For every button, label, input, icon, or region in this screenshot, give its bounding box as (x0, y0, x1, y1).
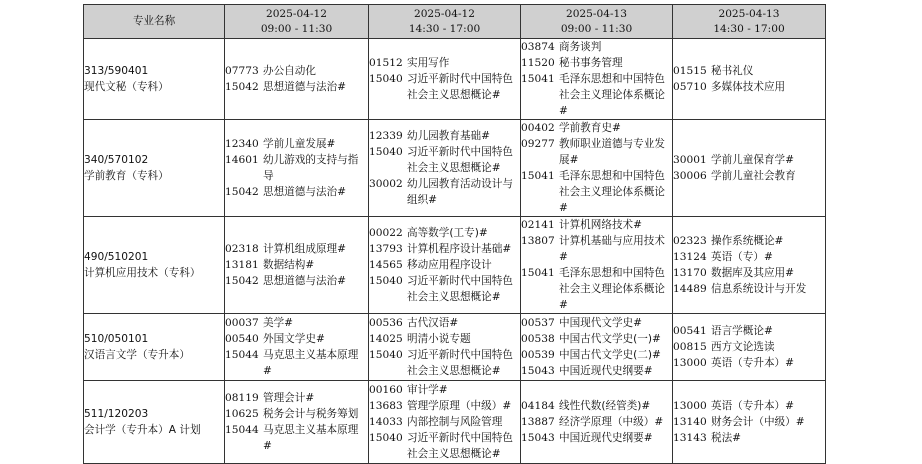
course-code: 10625 (225, 408, 259, 420)
course-list (225, 315, 368, 379)
course-name: 高等数学(工专)# (407, 227, 488, 239)
course-code: 00815 (673, 341, 707, 353)
course-name: 英语（专）# (711, 251, 773, 263)
course-item (225, 273, 368, 289)
session-cell (673, 217, 826, 314)
major-code: 490/510201 (84, 251, 149, 263)
course-name: 数据结构# (263, 259, 315, 271)
course-item (521, 217, 672, 233)
course-name: 教师职业道德与专业发展# (559, 138, 665, 166)
course-item (369, 273, 520, 305)
course-code: 15044 (225, 424, 259, 436)
course-code: 04184 (521, 400, 555, 412)
course-name: 学前儿童社会教育 (711, 170, 796, 182)
header-session-1 (225, 5, 369, 39)
course-item (521, 363, 672, 379)
header-session-3 (521, 5, 673, 39)
course-name: 商务谈判 (559, 41, 602, 53)
course-list (521, 217, 672, 313)
course-code: 13000 (673, 400, 707, 412)
course-item (673, 323, 825, 339)
table-row (84, 217, 826, 314)
course-code: 15042 (225, 275, 259, 287)
course-name: 办公自动化 (263, 65, 316, 77)
course-name: 西方文论选读 (711, 341, 775, 353)
course-code: 15042 (225, 81, 259, 93)
course-item (521, 265, 672, 313)
course-code: 15040 (369, 432, 403, 444)
course-item (673, 265, 825, 281)
course-code: 15044 (225, 349, 259, 361)
course-item (225, 136, 368, 152)
course-name: 审计学# (407, 384, 448, 396)
course-name: 英语（专升本）# (711, 400, 795, 412)
course-name: 内部控制与风险管理 (407, 416, 503, 428)
course-name: 多媒体技术应用 (711, 81, 786, 93)
course-code: 11520 (521, 57, 555, 69)
course-code: 30006 (673, 170, 707, 182)
course-name: 美学# (263, 317, 294, 329)
course-code: 15040 (369, 349, 403, 361)
course-code: 15043 (521, 432, 555, 444)
course-code: 13000 (673, 357, 707, 369)
major-code: 340/570102 (84, 154, 149, 166)
course-list (225, 390, 368, 454)
course-item (225, 79, 368, 95)
session-date: 2025-04-13 (565, 7, 628, 20)
course-list (369, 55, 520, 103)
session-cell (225, 39, 369, 120)
course-list (369, 128, 520, 208)
session-cell (225, 217, 369, 314)
course-item (521, 430, 672, 446)
course-item (521, 71, 672, 119)
course-item (521, 55, 672, 71)
course-name: 英语（专升本）# (711, 357, 795, 369)
course-code: 09277 (521, 138, 555, 150)
course-item (225, 241, 368, 257)
course-name: 实用写作 (407, 57, 450, 69)
course-item (521, 331, 672, 347)
course-code: 08119 (225, 392, 259, 404)
course-name: 中国古代文学史(二)# (559, 349, 661, 361)
header-row (84, 5, 826, 39)
course-item (673, 430, 825, 446)
course-code: 15040 (369, 73, 403, 85)
course-item (673, 355, 825, 371)
course-list (225, 63, 368, 95)
course-list (521, 120, 672, 216)
course-name: 秘书礼仪 (711, 65, 754, 77)
table-row (84, 381, 826, 464)
session-date: 2025-04-13 (718, 7, 780, 20)
major-cell (84, 314, 225, 381)
course-list (369, 315, 520, 379)
course-code: 00541 (673, 325, 707, 337)
major-code: 511/120203 (84, 408, 149, 420)
course-item (673, 63, 825, 79)
course-item (225, 184, 368, 200)
course-name: 计算机程序设计基础# (407, 243, 512, 255)
course-code: 15040 (369, 146, 403, 158)
course-item (369, 398, 520, 414)
course-item (369, 71, 520, 103)
course-item (521, 233, 672, 265)
session-cell (225, 381, 369, 464)
course-list (225, 136, 368, 200)
course-code: 13143 (673, 432, 707, 444)
course-name: 管理会计# (263, 392, 315, 404)
course-code: 14033 (369, 416, 403, 428)
course-name: 经济学原理（中级）# (559, 416, 664, 428)
course-code: 02318 (225, 243, 259, 255)
course-code: 00539 (521, 349, 555, 361)
course-code: 02141 (521, 219, 555, 231)
course-name: 马克思主义基本原理# (263, 349, 359, 377)
course-code: 12339 (369, 130, 403, 142)
course-list (521, 315, 672, 379)
major-title: 计算机应用技术（专科） (84, 267, 201, 279)
course-name: 学前儿童发展# (263, 138, 336, 150)
course-item (521, 414, 672, 430)
course-code: 00538 (521, 333, 555, 345)
course-name: 中国近现代史纲要# (559, 432, 653, 444)
course-item (521, 347, 672, 363)
course-name: 毛泽东思想和中国特色社会主义理论体系概论# (559, 170, 665, 214)
session-cell (369, 217, 521, 314)
course-name: 税法# (711, 432, 742, 444)
session-time: 14:30 - 17:00 (408, 22, 481, 35)
course-list (225, 241, 368, 289)
course-name: 财务会计（中级）# (711, 416, 805, 428)
course-name: 操作系统概论# (711, 235, 784, 247)
course-name: 习近平新时代中国特色社会主义思想概论# (407, 73, 513, 101)
course-list (521, 39, 672, 119)
course-item (369, 144, 520, 176)
course-name: 习近平新时代中国特色社会主义思想概论# (407, 432, 513, 460)
course-item (673, 152, 825, 168)
course-code: 00160 (369, 384, 403, 396)
session-cell (521, 39, 673, 120)
major-cell (84, 39, 225, 120)
major-title: 会计学（专升本）A 计划 (84, 424, 201, 436)
major-title: 现代文秘（专科） (84, 81, 169, 93)
course-item (369, 347, 520, 379)
course-item (225, 315, 368, 331)
course-name: 毛泽东思想和中国特色社会主义理论体系概论# (559, 267, 665, 311)
course-name: 明清小说专题 (407, 333, 471, 345)
course-name: 马克思主义基本原理# (263, 424, 359, 452)
course-item (673, 233, 825, 249)
major-code: 313/590401 (84, 65, 149, 77)
course-list (521, 398, 672, 446)
course-item (521, 39, 672, 55)
major-cell (84, 381, 225, 464)
major-title: 汉语言文学（专升本） (84, 349, 190, 361)
course-item (369, 257, 520, 273)
course-item (369, 430, 520, 462)
course-code: 13140 (673, 416, 707, 428)
course-name: 学前教育史# (559, 122, 621, 134)
course-name: 计算机组成原理# (263, 243, 347, 255)
session-cell (225, 120, 369, 217)
course-code: 15041 (521, 170, 555, 182)
major-title: 学前教育（专科） (84, 170, 169, 182)
course-item (369, 315, 520, 331)
course-item (673, 168, 825, 184)
course-name: 外国文学史# (263, 333, 325, 345)
course-code: 15042 (225, 186, 259, 198)
course-code: 30001 (673, 154, 707, 166)
course-code: 14025 (369, 333, 403, 345)
header-session-4 (673, 5, 826, 39)
session-cell (673, 120, 826, 217)
course-code: 14565 (369, 259, 403, 271)
course-code: 01515 (673, 65, 707, 77)
session-cell (521, 120, 673, 217)
course-name: 古代汉语# (407, 317, 459, 329)
session-cell (369, 314, 521, 381)
course-item (225, 152, 368, 184)
course-name: 计算机基础与应用技术# (559, 235, 665, 263)
course-code: 30002 (369, 178, 403, 190)
exam-schedule-table (83, 4, 826, 464)
course-code: 13181 (225, 259, 259, 271)
major-cell (84, 217, 225, 314)
course-code: 01512 (369, 57, 403, 69)
course-code: 00402 (521, 122, 555, 134)
course-code: 07773 (225, 65, 259, 77)
session-cell (521, 381, 673, 464)
session-cell (225, 314, 369, 381)
course-code: 15041 (521, 73, 555, 85)
course-item (369, 331, 520, 347)
course-name: 中国近现代史纲要# (559, 365, 653, 377)
course-item (225, 390, 368, 406)
session-cell (673, 39, 826, 120)
course-code: 13683 (369, 400, 403, 412)
course-name: 幼儿园教育基础# (407, 130, 491, 142)
course-code: 12340 (225, 138, 259, 150)
course-name: 计算机网络技术# (559, 219, 643, 231)
major-code: 510/050101 (84, 333, 149, 345)
course-code: 00037 (225, 317, 259, 329)
course-code: 00022 (369, 227, 403, 239)
course-list (673, 233, 825, 297)
course-code: 13170 (673, 267, 707, 279)
course-code: 13793 (369, 243, 403, 255)
table-row (84, 120, 826, 217)
session-cell (369, 39, 521, 120)
course-code: 14489 (673, 283, 707, 295)
course-name: 秘书事务管理 (559, 57, 623, 69)
session-cell (521, 217, 673, 314)
course-name: 中国现代文学史# (559, 317, 643, 329)
session-cell (369, 381, 521, 464)
major-cell (84, 120, 225, 217)
session-time: 09:00 - 11:30 (260, 22, 333, 35)
header-session-2 (369, 5, 521, 39)
course-code: 15040 (369, 275, 403, 287)
course-code: 15041 (521, 267, 555, 279)
course-name: 信息系统设计与开发 (711, 283, 807, 295)
course-name: 思想道德与法治# (263, 81, 347, 93)
course-item (369, 176, 520, 208)
course-name: 数据库及其应用# (711, 267, 795, 279)
session-cell (521, 314, 673, 381)
course-list (673, 63, 825, 95)
course-item (369, 241, 520, 257)
course-code: 00537 (521, 317, 555, 329)
course-code: 03874 (521, 41, 555, 53)
table-row (84, 39, 826, 120)
course-item (225, 347, 368, 379)
session-date: 2025-04-12 (265, 7, 328, 20)
course-item (225, 406, 368, 422)
course-name: 税务会计与税务筹划 (263, 408, 359, 420)
session-time: 09:00 - 11:30 (560, 22, 633, 35)
course-item (369, 414, 520, 430)
course-code: 13807 (521, 235, 555, 247)
course-name: 管理学原理（中级）# (407, 400, 512, 412)
course-code: 00536 (369, 317, 403, 329)
course-code: 13887 (521, 416, 555, 428)
session-date: 2025-04-12 (413, 7, 476, 20)
course-item (521, 168, 672, 216)
course-name: 移动应用程序设计 (407, 259, 492, 271)
course-item (673, 281, 825, 297)
course-item (225, 63, 368, 79)
header-major-name: 专业名称 (84, 5, 225, 39)
course-name: 习近平新时代中国特色社会主义思想概论# (407, 146, 513, 174)
course-code: 15043 (521, 365, 555, 377)
course-item (521, 136, 672, 168)
course-name: 幼儿游戏的支持与指导 (263, 154, 359, 182)
course-item (369, 382, 520, 398)
course-name: 学前儿童保育学# (711, 154, 795, 166)
course-item (225, 257, 368, 273)
course-item (225, 331, 368, 347)
course-list (369, 225, 520, 305)
course-item (225, 422, 368, 454)
course-item (521, 120, 672, 136)
course-list (673, 152, 825, 184)
course-name: 习近平新时代中国特色社会主义思想概论# (407, 349, 513, 377)
course-name: 毛泽东思想和中国特色社会主义理论体系概论# (559, 73, 665, 117)
course-name: 幼儿园教育活动设计与组织# (407, 178, 513, 206)
course-item (521, 315, 672, 331)
course-name: 中国古代文学史(一)# (559, 333, 661, 345)
session-cell (673, 314, 826, 381)
course-code: 14601 (225, 154, 259, 166)
table-row (84, 314, 826, 381)
course-name: 思想道德与法治# (263, 186, 347, 198)
course-list (673, 398, 825, 446)
session-cell (673, 381, 826, 464)
course-item (673, 249, 825, 265)
session-time: 14:30 - 17:00 (713, 22, 785, 35)
course-list (369, 382, 520, 462)
course-item (369, 55, 520, 71)
course-name: 思想道德与法治# (263, 275, 347, 287)
session-cell (369, 120, 521, 217)
course-code: 02323 (673, 235, 707, 247)
course-name: 习近平新时代中国特色社会主义思想概论# (407, 275, 513, 303)
course-item (673, 414, 825, 430)
course-item (369, 128, 520, 144)
course-item (673, 339, 825, 355)
course-item (369, 225, 520, 241)
course-name: 语言学概论# (711, 325, 773, 337)
course-code: 05710 (673, 81, 707, 93)
course-code: 13124 (673, 251, 707, 263)
course-name: 线性代数(经管类)# (559, 400, 651, 412)
course-code: 00540 (225, 333, 259, 345)
course-item (673, 79, 825, 95)
course-item (673, 398, 825, 414)
course-item (521, 398, 672, 414)
course-list (673, 323, 825, 371)
